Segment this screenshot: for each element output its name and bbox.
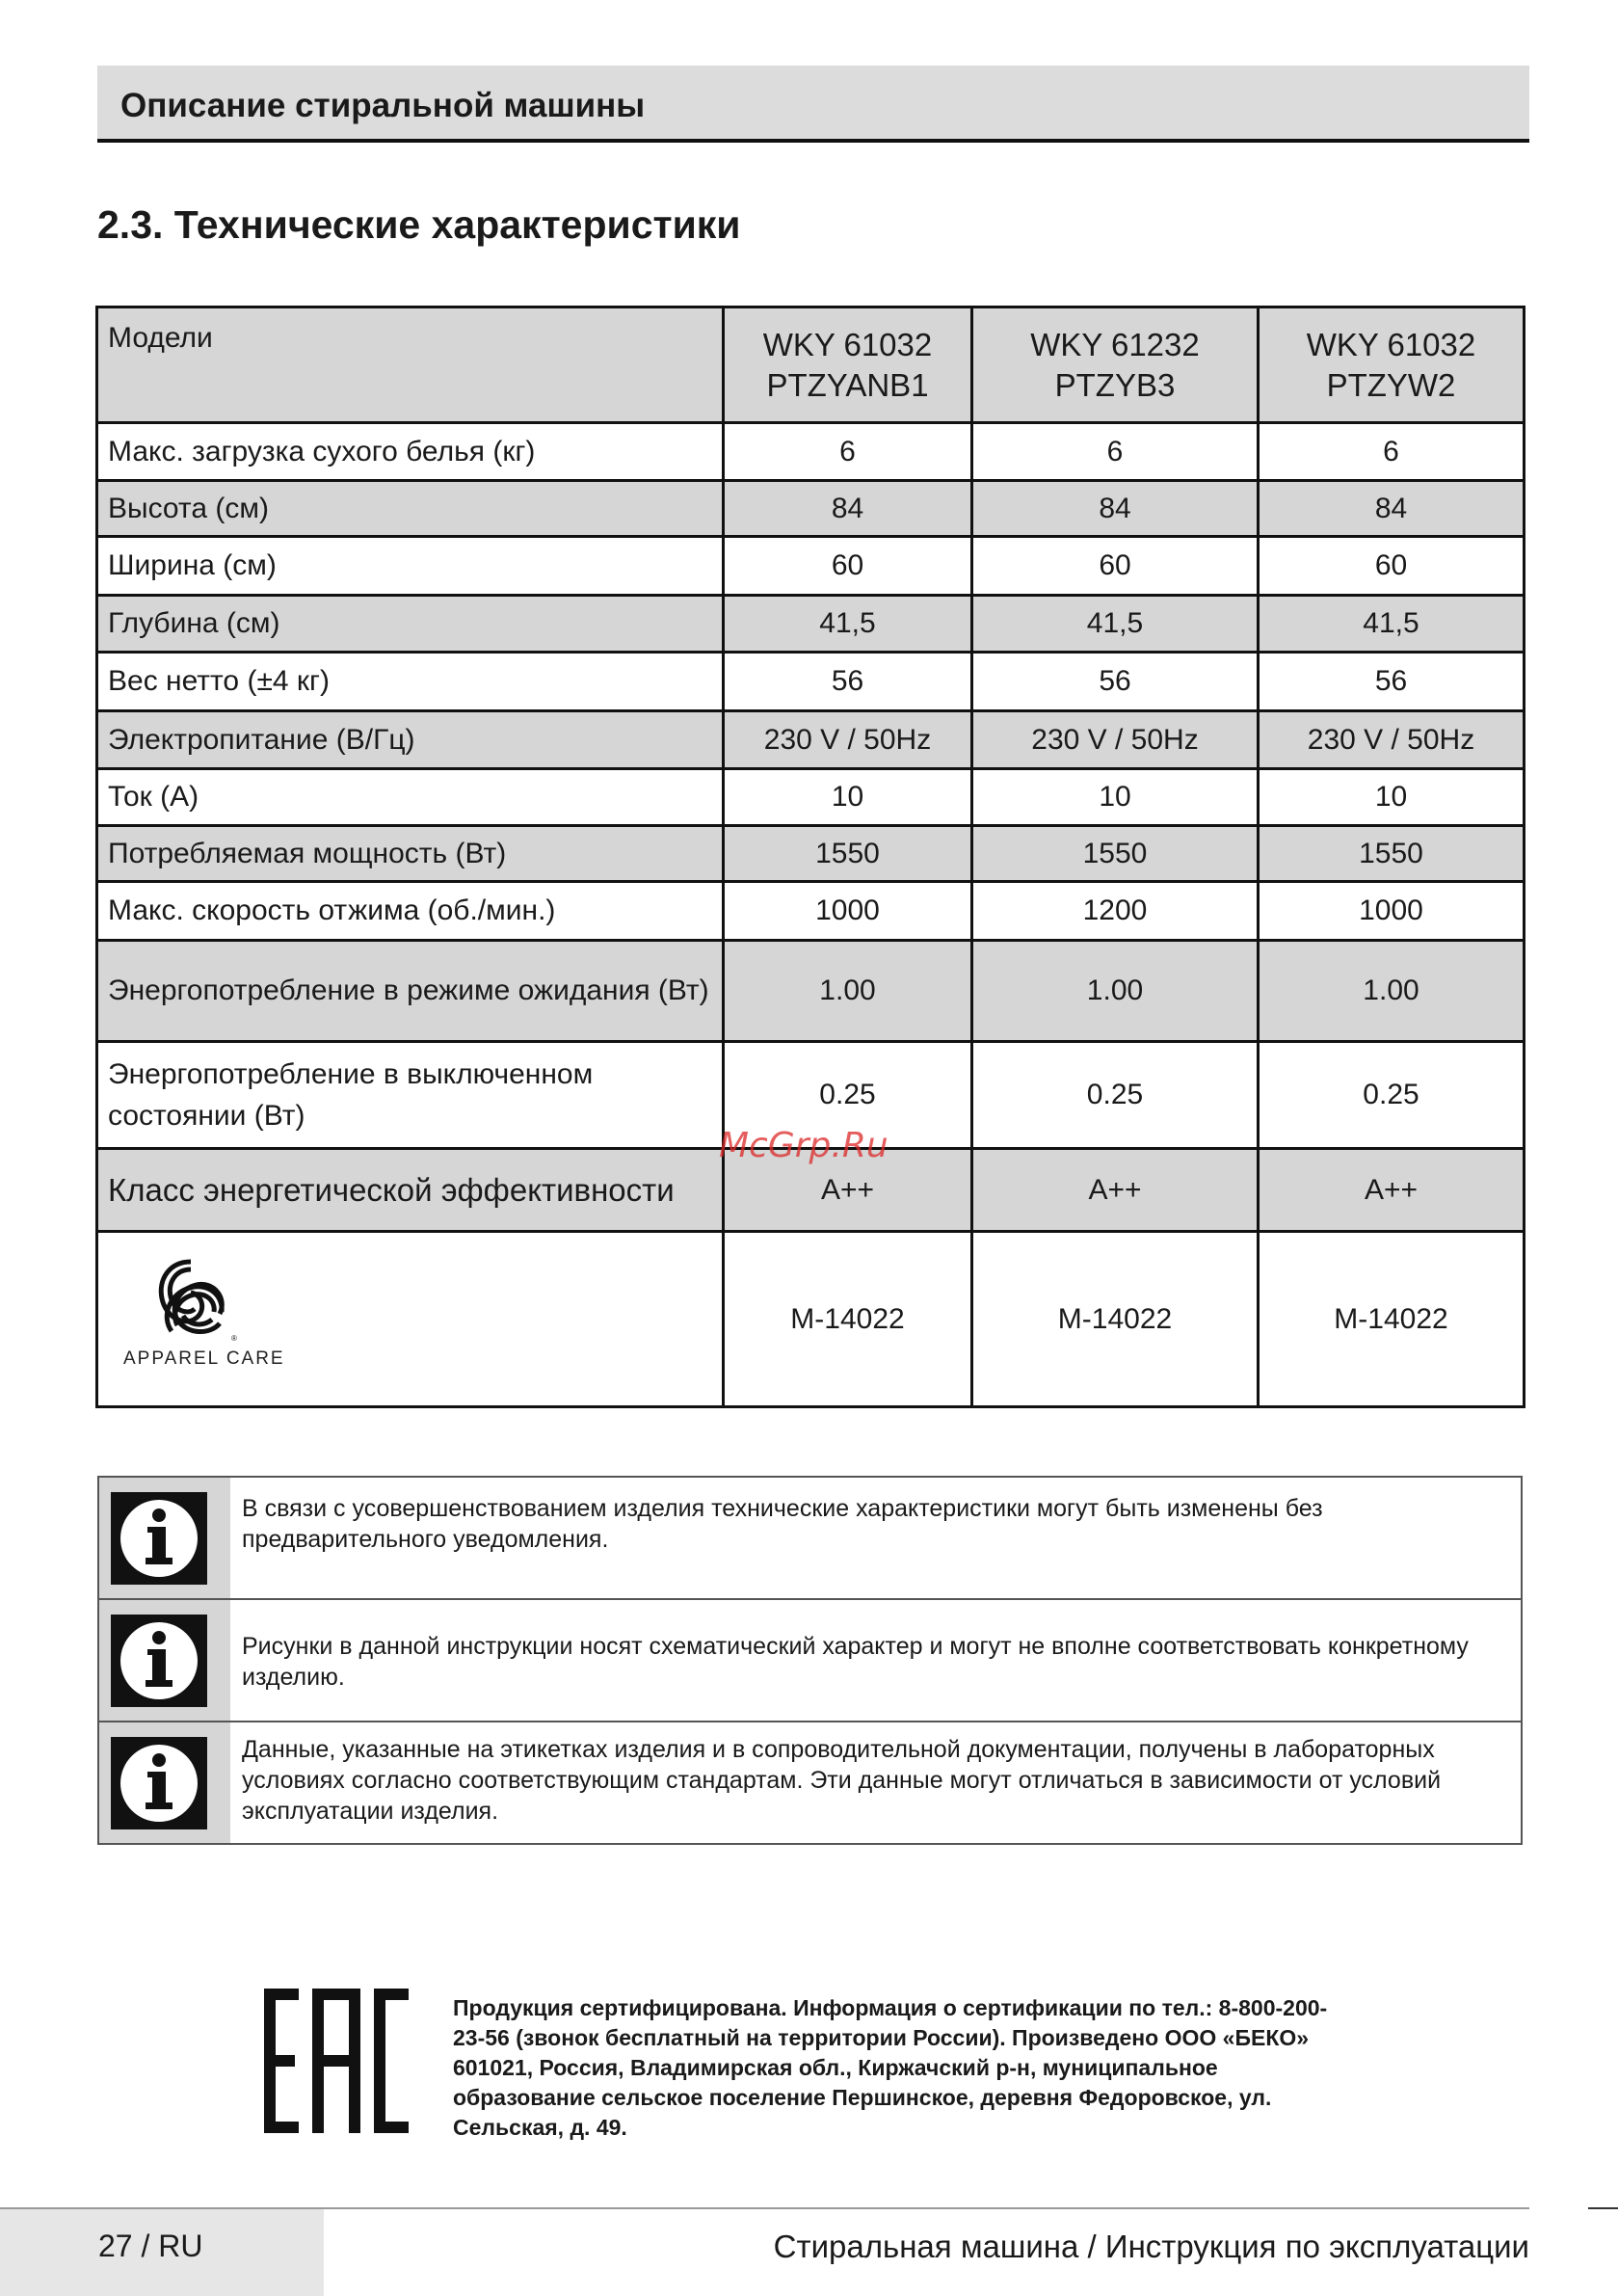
table-row [97, 769, 1525, 826]
row-label: Глубина (см) [97, 596, 724, 653]
row-value: 41,5 [972, 596, 1259, 653]
svg-text:®: ® [231, 1334, 237, 1343]
row-value: 10 [1259, 769, 1525, 826]
row-value: 230 V / 50Hz [972, 711, 1259, 769]
apparel-care-text: APPAREL CARE [123, 1348, 285, 1369]
row-label: Энергопотребление в режиме ожидания (Вт) [97, 941, 724, 1042]
models-label: Модели [97, 307, 724, 423]
note-icon-box [99, 1722, 230, 1843]
footer-title: Стиральная машина / Инструкция по эксплуатации [773, 2229, 1529, 2264]
info-icon [109, 1490, 209, 1587]
table-row [97, 596, 1525, 653]
row-value: 0.25 [724, 1042, 972, 1149]
row-value: M-14022 [724, 1232, 972, 1407]
row-value: 6 [1259, 423, 1525, 481]
row-value: 0.25 [972, 1042, 1259, 1149]
note-icon-box [99, 1600, 230, 1721]
row-value: 1.00 [1259, 941, 1525, 1042]
row-value: 230 V / 50Hz [1259, 711, 1525, 769]
table-row [97, 423, 1525, 481]
row-value: 0.25 [1259, 1042, 1525, 1149]
model-code: PTZYW2 [1326, 366, 1456, 403]
row-value: 1000 [1259, 882, 1525, 941]
row-value: 84 [724, 481, 972, 537]
table-header-row [97, 307, 1525, 423]
note-row [99, 1600, 1521, 1722]
footer-divider-right [1588, 2207, 1618, 2209]
info-icon [109, 1613, 209, 1709]
row-value: A++ [724, 1149, 972, 1232]
row-label: Макс. скорость отжима (об./мин.) [97, 882, 724, 941]
row-value: 6 [972, 423, 1259, 481]
row-value: 60 [1259, 537, 1525, 596]
header-band [97, 66, 1529, 143]
note-text: В связи с усовершенствованием изделия технические характеристики могут быть изменены без предварительного уведомления. [242, 1495, 1323, 1553]
row-value: 84 [1259, 481, 1525, 537]
table-row [97, 481, 1525, 537]
note-text: Рисунки в данной инструкции носят схематический характер и могут не вполне соответствовать конкретному изделию. [242, 1633, 1469, 1691]
table-row [97, 653, 1525, 711]
row-value: 56 [1259, 653, 1525, 711]
row-value: 1550 [724, 826, 972, 882]
row-label: Высота (см) [97, 481, 724, 537]
table-row [97, 711, 1525, 769]
footer-page-box [0, 2209, 324, 2296]
table-row [97, 941, 1525, 1042]
model-name: WKY 61032 [1306, 326, 1476, 362]
table-row [97, 1232, 1525, 1407]
certification-text: Продукция сертифицирована. Информация о сертификации по тел.: 8-800-200-23-56 (звонок бесплатный на территории России). Произведено ООО «БЕКО» 601021, Россия, Владимирская обл., Киржачский р-н, муниципальное образование сельское поселение Першинское, деревня Федоровское, ул. Сельская, д. 49. [453, 1995, 1328, 2140]
row-value: 1550 [972, 826, 1259, 882]
row-label: Вес нетто (±4 кг) [97, 653, 724, 711]
model-header [1259, 307, 1525, 423]
row-label: Ширина (см) [97, 537, 724, 596]
model-name: WKY 61232 [1030, 326, 1200, 362]
page-number: 27 / RU [98, 2229, 203, 2263]
notes-box [97, 1476, 1523, 1845]
header-title: Описание стиральной машины [120, 87, 646, 124]
row-value: 1550 [1259, 826, 1525, 882]
apparel-care-logo-cell [97, 1232, 724, 1407]
row-label: Макс. загрузка сухого белья (кг) [97, 423, 724, 481]
row-value: 1.00 [972, 941, 1259, 1042]
row-value: 1.00 [724, 941, 972, 1042]
row-value: M-14022 [1259, 1232, 1525, 1407]
note-text: Данные, указанные на этикетках изделия и в сопроводительной документации, получены в лабораторных условиях согласно соответствующим стандартам. Эти данные могут отличаться в зависимости от условий эксплуатации изделия. [242, 1736, 1442, 1825]
row-label: Потребляемая мощность (Вт) [97, 826, 724, 882]
row-value: 1200 [972, 882, 1259, 941]
row-value: A++ [972, 1149, 1259, 1232]
row-value: 230 V / 50Hz [724, 711, 972, 769]
row-label: Энергопотребление в выключенном состоянии (Вт) [97, 1042, 724, 1149]
model-name: WKY 61032 [762, 326, 933, 362]
row-value: 6 [724, 423, 972, 481]
row-value: 10 [972, 769, 1259, 826]
row-value: A++ [1259, 1149, 1525, 1232]
row-label: Класс энергетической эффективности [97, 1149, 724, 1232]
table-row [97, 826, 1525, 882]
row-value: 1000 [724, 882, 972, 941]
specs-table [95, 306, 1525, 1408]
row-label: Электропитание (В/Гц) [97, 711, 724, 769]
eac-mark-icon [262, 1989, 411, 2133]
section-title: 2.3. Технические характеристики [97, 202, 741, 247]
row-value: M-14022 [972, 1232, 1259, 1407]
row-value: 10 [724, 769, 972, 826]
row-label: Ток (А) [97, 769, 724, 826]
table-row [97, 882, 1525, 941]
note-icon-box [99, 1478, 230, 1598]
row-value: 56 [724, 653, 972, 711]
row-value: 60 [972, 537, 1259, 596]
note-row [99, 1722, 1521, 1843]
watermark: McGrp.Ru [719, 1126, 889, 1165]
model-header [724, 307, 972, 423]
table-row [97, 537, 1525, 596]
note-row [99, 1478, 1521, 1600]
row-value: 41,5 [1259, 596, 1525, 653]
row-value: 84 [972, 481, 1259, 537]
row-value: 41,5 [724, 596, 972, 653]
row-value: 56 [972, 653, 1259, 711]
info-icon [109, 1735, 209, 1831]
woolmark-icon [143, 1250, 239, 1347]
model-header [972, 307, 1259, 423]
model-code: PTZYANB1 [766, 366, 929, 403]
row-value: 60 [724, 537, 972, 596]
model-code: PTZYB3 [1054, 366, 1176, 403]
